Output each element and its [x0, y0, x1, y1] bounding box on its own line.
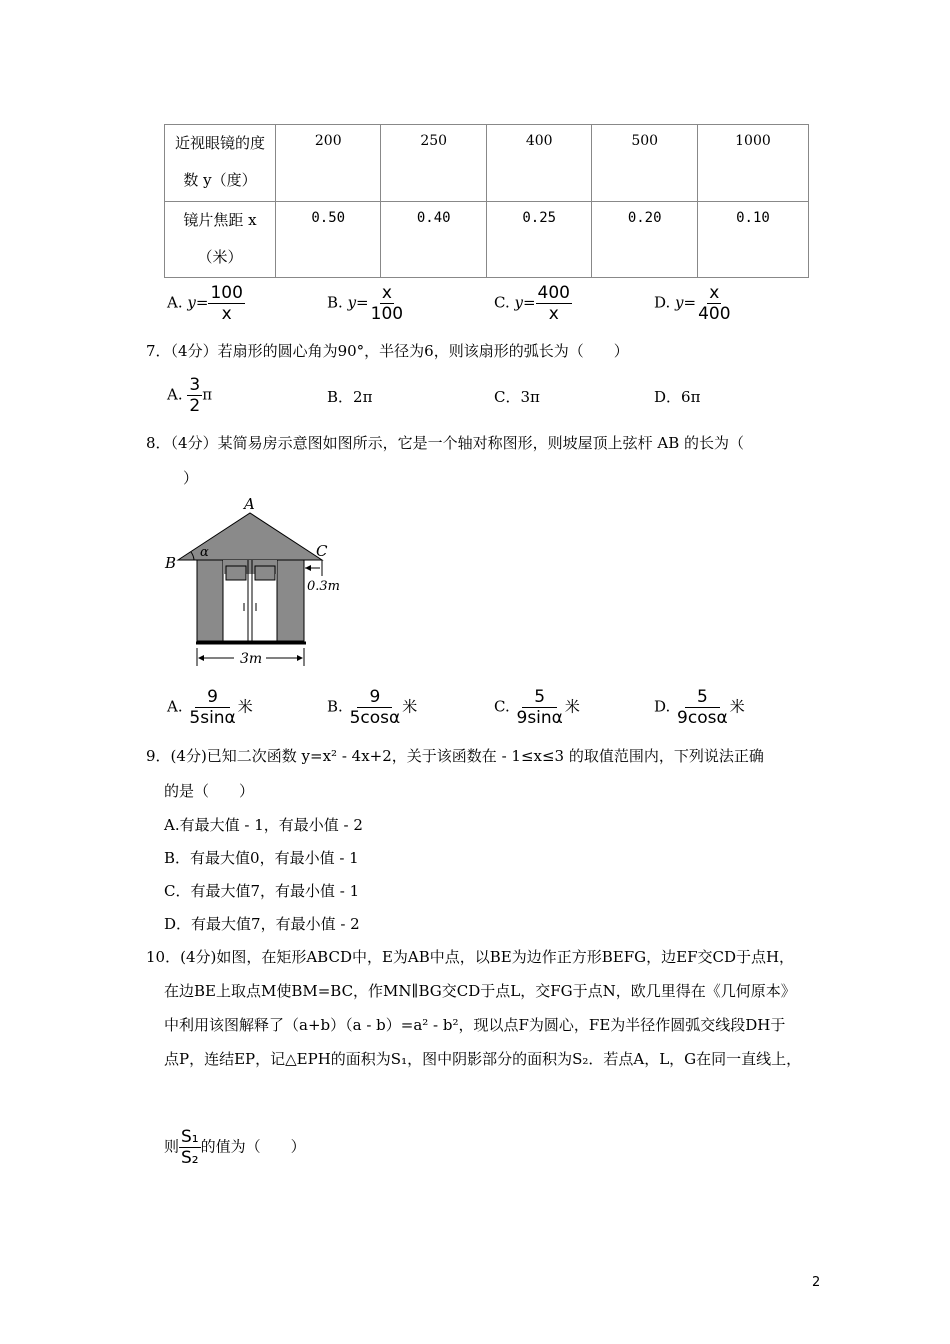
row2-header-b: （米） — [197, 248, 243, 266]
q7-option-c: C．3π — [494, 388, 540, 406]
q9-stem: 9．(4分)已知二次函数 y=x² - 4x+2，关于该函数在 - 1≤x≤3 的取值范围内，下列说法正确 — [146, 747, 764, 765]
table-cell: 1000 — [697, 125, 808, 202]
table-cell: 250 — [381, 125, 486, 202]
table-row — [165, 202, 809, 278]
window-left — [226, 566, 246, 580]
option-fraction: $\frac{400}{x}$ — [537, 283, 570, 324]
q9-option-b: B．有最大值0，有最小值 - 1 — [164, 849, 359, 867]
right-wall — [277, 560, 304, 641]
table-cell: 0.25 — [486, 202, 591, 278]
q10-line-5: 则 $\frac{\text{S₁}}{\text{S₂}}$ 的值为（ ） — [164, 1127, 306, 1168]
table-header-cell — [165, 125, 276, 202]
table-cell: 0.50 — [276, 202, 381, 278]
table-cell: 500 — [592, 125, 697, 202]
table-cell: 0.10 — [697, 202, 808, 278]
width-label: 3m — [240, 651, 263, 667]
q8-option-b: B. $\frac{9}{5\cos\alpha}$ 米 — [327, 687, 418, 728]
left-wall — [197, 560, 223, 641]
point-b-label: B — [165, 554, 177, 572]
q7-stem: 7．（4分）若扇形的圆心角为90°，半径为6，则该扇形的弧长为（ ） — [146, 342, 629, 360]
q8-option-a: A. $\frac{9}{5\sin\alpha}$ 米 — [167, 687, 253, 728]
option-fraction: $\frac{x}{400}$ — [698, 283, 731, 324]
q7-option-d: D．6π — [654, 388, 701, 406]
q7-option-a: A. $\frac{3}{2}$ π — [167, 375, 213, 416]
q9-stem-cont: 的是（ ） — [164, 782, 255, 800]
option-lhs: y= — [347, 293, 369, 312]
data-table — [164, 124, 809, 278]
option-lhs: y= — [187, 293, 209, 312]
q9-option-d: D．有最大值7，有最小值 - 2 — [164, 915, 360, 933]
window-right — [255, 566, 275, 580]
q8-option-d: D. $\frac{5}{9\cos\alpha}$ 米 — [654, 687, 745, 728]
point-a-label: A — [244, 495, 255, 513]
option-lhs: y= — [514, 293, 536, 312]
q10-line-3: 中利用该图解释了（a+b）（a - b）=a² - b²，现以点F为圆心，FE为半径作圆弧交线段DH于 — [164, 1016, 786, 1034]
option-label: B. — [327, 293, 343, 312]
table-cell: 0.40 — [381, 202, 486, 278]
q10-line-2: 在边BE上取点M使BM=BC，作MN∥BG交CD于点L，交FG于点N，欧几里得在《几何原本》 — [164, 982, 796, 1000]
point-c-label: C — [316, 542, 328, 560]
row1-header-b: 数 y（度） — [183, 171, 257, 189]
q7-option-b: B．2π — [327, 388, 373, 406]
option-label: C. — [494, 293, 510, 312]
offset-label: 0.3m — [307, 579, 341, 594]
q9-option-a: A.有最大值 - 1，有最小值 - 2 — [164, 816, 363, 834]
table-row — [165, 125, 809, 202]
q6-option-a — [167, 284, 245, 323]
option-label: D. — [654, 293, 671, 312]
q8-stem: 8．（4分）某简易房示意图如图所示，它是一个轴对称图形，则坡屋顶上弦杆 AB 的长为（ — [146, 434, 744, 452]
page-number: 2 — [812, 1275, 821, 1290]
table-cell: 0.20 — [592, 202, 697, 278]
q8-stem-end: ） — [183, 469, 199, 487]
q6-option-d — [654, 284, 733, 323]
house-figure — [160, 490, 360, 670]
option-fraction: $\frac{100}{x}$ — [210, 283, 243, 324]
q6-option-b — [327, 284, 405, 323]
q9-option-c: C．有最大值7，有最小值 - 1 — [164, 882, 360, 900]
table-cell: 400 — [486, 125, 591, 202]
alpha-label: α — [200, 545, 209, 560]
table-header-cell — [165, 202, 276, 278]
q10-line-1: 10．(4分)如图，在矩形ABCD中，E为AB中点，以BE为边作正方形BEFG，边EF交CD于点H， — [146, 948, 795, 966]
q6-option-c — [494, 284, 572, 323]
q8-option-c: C. $\frac{5}{9\sin\alpha}$ 米 — [494, 687, 580, 728]
q10-line-4: 点P，连结EP，记△EPH的面积为S₁，图中阴影部分的面积为S₂．若点A，L，G在同一直线上， — [164, 1050, 802, 1068]
row1-header-a: 近视眼镜的度 — [174, 134, 265, 152]
option-label: A. — [167, 293, 183, 312]
option-lhs: y= — [675, 293, 697, 312]
row2-header-a: 镜片焦距 x — [183, 211, 257, 229]
option-fraction: $\frac{x}{100}$ — [370, 283, 404, 324]
table-cell: 200 — [276, 125, 381, 202]
